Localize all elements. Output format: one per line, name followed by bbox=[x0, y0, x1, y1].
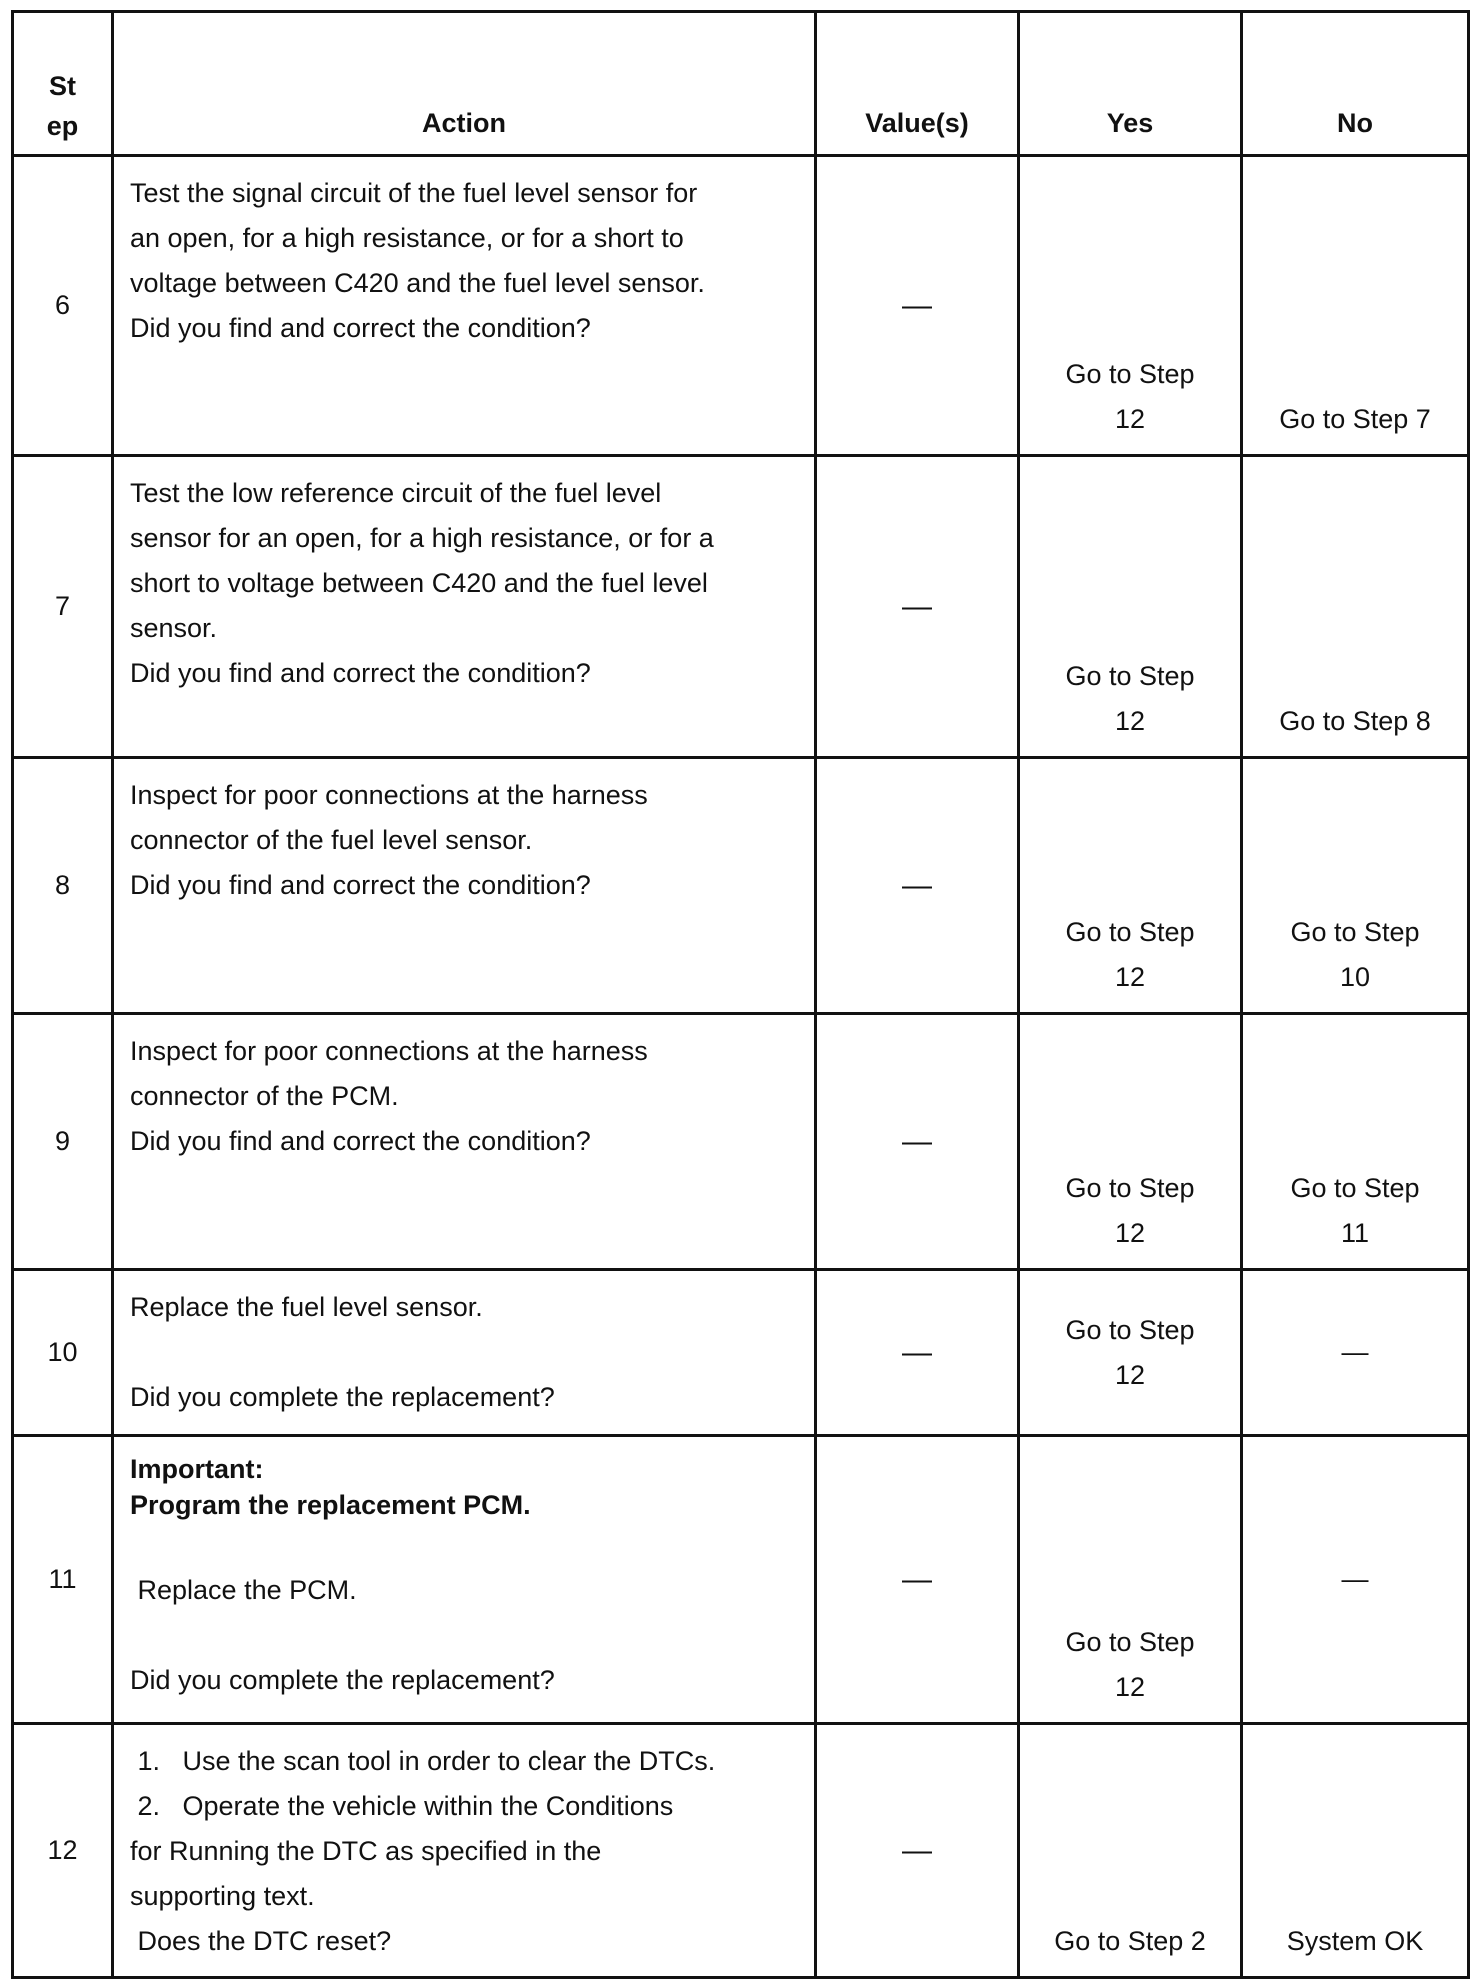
yes-cell bbox=[1019, 1014, 1242, 1270]
header-step-line1: St bbox=[49, 71, 76, 101]
no-text: — bbox=[1341, 1564, 1369, 1594]
yes-text: 12 bbox=[1114, 404, 1146, 434]
action-line: short to voltage between C420 and the fuel level bbox=[130, 568, 708, 598]
action-line: sensor. bbox=[130, 613, 218, 643]
action-line: Test the signal circuit of the fuel level sensor for bbox=[130, 178, 698, 208]
yes-text: 12 bbox=[1114, 1672, 1146, 1702]
yes-text: Go to Step bbox=[1065, 1627, 1195, 1657]
no-text: Go to Step bbox=[1290, 1173, 1420, 1203]
header-step bbox=[13, 12, 113, 156]
value-cell: — bbox=[816, 758, 1019, 1014]
step-number: 10 bbox=[13, 1270, 113, 1436]
action-spacer bbox=[130, 1613, 800, 1658]
action-line: Did you complete the replacement? bbox=[130, 1382, 555, 1412]
action-line: voltage between C420 and the fuel level sensor. bbox=[130, 268, 705, 298]
action-cell bbox=[113, 156, 816, 456]
action-line: Inspect for poor connections at the harness bbox=[130, 1036, 648, 1066]
no-text: Go to Step bbox=[1290, 917, 1420, 947]
header-yes: Yes bbox=[1019, 12, 1242, 156]
table-row bbox=[13, 156, 1469, 456]
important-text: Program the replacement PCM. bbox=[130, 1490, 531, 1520]
action-spacer bbox=[130, 1330, 800, 1375]
action-spacer bbox=[130, 1523, 800, 1568]
value-cell: — bbox=[816, 1014, 1019, 1270]
yes-cell bbox=[1019, 1724, 1242, 1978]
value-cell: — bbox=[816, 1270, 1019, 1436]
action-line: Did you find and correct the condition? bbox=[130, 870, 591, 900]
action-line: Did you find and correct the condition? bbox=[130, 313, 591, 343]
step-number: 11 bbox=[13, 1436, 113, 1724]
action-line: Replace the fuel level sensor. bbox=[130, 1292, 483, 1322]
action-line: 1. Use the scan tool in order to clear the DTCs. bbox=[130, 1746, 716, 1776]
action-line: sensor for an open, for a high resistance, or for a bbox=[130, 523, 714, 553]
step-number: 6 bbox=[13, 156, 113, 456]
action-cell bbox=[113, 1436, 816, 1724]
yes-text: 12 bbox=[1114, 706, 1146, 736]
no-text: 10 bbox=[1339, 962, 1371, 992]
action-line: Did you complete the replacement? bbox=[130, 1665, 555, 1695]
action-cell bbox=[113, 1014, 816, 1270]
diagnostic-table-page bbox=[11, 10, 1467, 1960]
step-number: 8 bbox=[13, 758, 113, 1014]
header-values: Value(s) bbox=[816, 12, 1019, 156]
action-cell bbox=[113, 758, 816, 1014]
action-line: for Running the DTC as specified in the bbox=[130, 1836, 602, 1866]
action-line: Does the DTC reset? bbox=[130, 1926, 392, 1956]
table-row bbox=[13, 1724, 1469, 1978]
action-line: supporting text. bbox=[130, 1881, 315, 1911]
no-text: Go to Step 8 bbox=[1279, 706, 1431, 736]
value-cell: — bbox=[816, 156, 1019, 456]
no-cell bbox=[1242, 1270, 1469, 1436]
action-cell bbox=[113, 1270, 816, 1436]
value-cell: — bbox=[816, 456, 1019, 758]
no-cell bbox=[1242, 1436, 1469, 1724]
yes-cell bbox=[1019, 758, 1242, 1014]
no-cell bbox=[1242, 758, 1469, 1014]
important-label: Important: bbox=[130, 1454, 264, 1484]
table-row bbox=[13, 456, 1469, 758]
action-line: Did you find and correct the condition? bbox=[130, 658, 591, 688]
no-cell bbox=[1242, 1014, 1469, 1270]
header-action: Action bbox=[113, 12, 816, 156]
action-cell bbox=[113, 456, 816, 758]
table-row bbox=[13, 758, 1469, 1014]
value-cell: — bbox=[816, 1724, 1019, 1978]
no-text: — bbox=[1341, 1337, 1369, 1367]
yes-cell bbox=[1019, 456, 1242, 758]
no-text: 11 bbox=[1340, 1218, 1370, 1248]
no-text: System OK bbox=[1286, 1926, 1424, 1956]
table-row bbox=[13, 1436, 1469, 1724]
action-line: 2. Operate the vehicle within the Conditions bbox=[130, 1791, 674, 1821]
yes-text: Go to Step bbox=[1065, 359, 1195, 389]
yes-text: Go to Step bbox=[1065, 1173, 1195, 1203]
step-number: 7 bbox=[13, 456, 113, 758]
no-cell bbox=[1242, 156, 1469, 456]
yes-text: Go to Step bbox=[1065, 917, 1195, 947]
yes-text: 12 bbox=[1114, 1359, 1146, 1390]
no-cell bbox=[1242, 1724, 1469, 1978]
header-step-line2: ep bbox=[46, 111, 79, 141]
yes-text: Go to Step bbox=[1065, 661, 1195, 691]
no-text: Go to Step 7 bbox=[1279, 404, 1431, 434]
action-cell bbox=[113, 1724, 816, 1978]
action-line: Replace the PCM. bbox=[130, 1575, 357, 1605]
action-line: Inspect for poor connections at the harness bbox=[130, 780, 648, 810]
table-row bbox=[13, 1014, 1469, 1270]
action-line: connector of the PCM. bbox=[130, 1081, 399, 1111]
action-line: Test the low reference circuit of the fuel level bbox=[130, 478, 662, 508]
step-number: 9 bbox=[13, 1014, 113, 1270]
value-cell: — bbox=[816, 1436, 1019, 1724]
yes-cell bbox=[1019, 156, 1242, 456]
diagnostic-table bbox=[11, 10, 1470, 1979]
action-line: Did you find and correct the condition? bbox=[130, 1126, 591, 1156]
action-line: connector of the fuel level sensor. bbox=[130, 825, 533, 855]
table-body bbox=[13, 156, 1469, 1978]
yes-text: Go to Step bbox=[1065, 1314, 1195, 1345]
yes-text: 12 bbox=[1114, 962, 1146, 992]
yes-cell bbox=[1019, 1270, 1242, 1436]
yes-text: Go to Step 2 bbox=[1054, 1926, 1206, 1956]
no-cell bbox=[1242, 456, 1469, 758]
header-no: No bbox=[1242, 12, 1469, 156]
table-row bbox=[13, 1270, 1469, 1436]
action-line: an open, for a high resistance, or for a short to bbox=[130, 223, 684, 253]
yes-cell bbox=[1019, 1436, 1242, 1724]
step-number: 12 bbox=[13, 1724, 113, 1978]
table-header-row bbox=[13, 12, 1469, 156]
yes-text: 12 bbox=[1114, 1218, 1146, 1248]
